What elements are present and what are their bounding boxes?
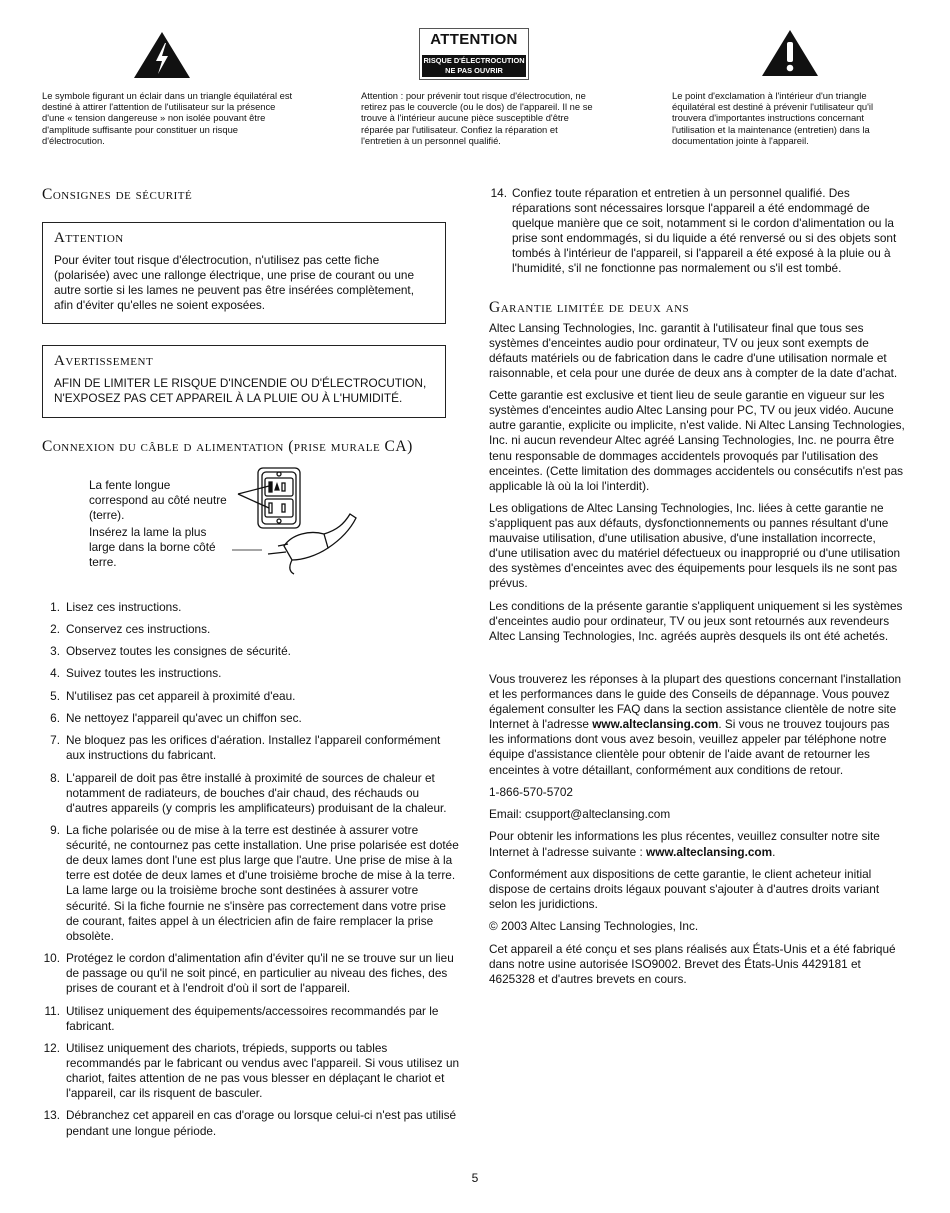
lightning-warning (42, 28, 294, 146)
lightning-triangle-icon (42, 28, 294, 80)
list-item: 5. N'utilisez pas cet appareil à proximité d'eau. (50, 688, 296, 703)
instructions-list-continued (489, 186, 905, 277)
warranty-heading: Garantie limitée de deux ans (489, 298, 690, 316)
warranty-paragraph: Altec Lansing Technologies, Inc. garantit à l'utilisateur final que tous ses systèmes d'enceintes audio pour ordinateur, TV ou jeux sont exempts de défauts matériels ou de fabrication dans le cadre d'une utilisation normale et raisonnable, et cela pour une durée de deux ans à compter de la date d'achat. (489, 320, 898, 380)
list-item: 1. Lisez ces instructions. (50, 599, 182, 614)
right-column (489, 186, 905, 994)
list-item: 13. Débranchez cet appareil en cas d'orage ou lorsque celui-ci n'est pas utilisé pendant une longue période. (43, 1108, 457, 1138)
safety-heading: Consignes de sécurité (42, 186, 193, 203)
exclamation-triangle-icon (672, 28, 892, 80)
avertissement-box-text: AFIN DE LIMITER LE RISQUE D'INCENDIE OU D'ÉLECTROCUTION, N'EXPOSEZ PAS CET APPAREIL À LA PLUIE OU À L'HUMIDITÉ. (54, 376, 427, 406)
plug-label-ground: Insérez la lame la plus large dans la borne côté terre. (89, 524, 216, 569)
list-item: 4. Suivez toutes les instructions. (50, 666, 222, 681)
list-item: 3. Observez toutes les consignes de sécurité. (50, 644, 291, 659)
manufacturing-paragraph: Cet appareil a été conçu et ses plans réalisés aux États-Unis et a été fabriqué dans notre usine autorisée ISO9002. Brevet des États-Unis 4429181 et 4625328 et d'autres brevets en cours. (489, 941, 896, 986)
exclamation-warning (672, 28, 892, 146)
list-item: 9. La fiche polarisée ou de mise à la terre est destinée à assurer votre sécurité, ne contournez pas cette installation. Une prise polarisée est dotée de deux lames dont l'une est plus large que l'autre. Une prise de mise à la terre est dotée de deux lames et d'une troisième broche de mise à la terre. La lame large ou la troisième broche sont destinées à assurer votre sécurité. Si la fiche fournie ne s'insère pas correctement dans votre prise de courant, faites appel à un électricien afin de faire remplacer la prise obsolète. (50, 823, 459, 943)
attention-warning (361, 28, 597, 146)
list-item: 14. Confiez toute réparation et entretien à un personnel qualifié. Des réparations sont nécessaires lorsque l'appareil a été endommagé de quelque manière que ce soit, notamment si le cordon d'alimentation ou la prise sont endommagés, si du liquide a été renversé ou si des objets sont tombés à l'intérieur de l'appareil, si l'appareil a été exposé à la pluie ou à l'humidité, s'il ne fonctionne pas normalement ou s'il est tombé. (490, 186, 897, 276)
attention-label-title: ATTENTION (430, 31, 518, 48)
exclamation-warning-text: Le point d'exclamation à l'intérieur d'un triangle équilatéral est destiné à prévenir l'utilisateur qu'il trouvera d'importantes instructions concernant l'utilisation et la maintenance (entretien) dans la documentation jointe à l'appareil. (672, 90, 874, 146)
list-item: 11. Utilisez uniquement des équipements/accessoires recommandés par le fabricant. (44, 1003, 439, 1033)
instructions-list (42, 600, 462, 1139)
latest-info-paragraph: Pour obtenir les informations les plus récentes, veuillez consulter notre site Internet à l'adresse suivante : www.altec​lansing.com. (489, 829, 880, 859)
support-email[interactable]: Email: csupport@altec​lansing.com (489, 807, 671, 822)
cable-heading: Connexion du câble d alimentation (prise murale CA) (42, 437, 413, 455)
attention-box-title: Attention (54, 230, 124, 246)
warranty-paragraph: Les obligations de Altec Lansing Technologies, Inc. liées à cette garantie ne s'appliquent pas aux défauts, dysfonctionnements ou pannes résultant d'une mauvaise utilisation, d'une utilisation abusive, d'une installation incorrecte, d'une utilisation avec du matériel défectueux ou inapproprié ou d'une utilisation des systèmes d'enceintes avec des équipements pour lesquels ils ne sont pas prévus. (489, 500, 901, 591)
wall-outlet-plug-icon (232, 464, 372, 579)
page-number: 5 (471, 1171, 479, 1185)
attention-label-subtitle: RISQUE D'ÉLECTROCUTION NE PAS OUVRIR (423, 56, 525, 75)
support-phone: 1-866-570-5702 (489, 784, 573, 799)
attention-box-text: Pour éviter tout risque d'électrocution, n'utilisez pas cette fiche (polarisée) avec une rallonge électrique, une prise de courant ou une autre sortie si les lames ne peuvent pas être insérées complètement, afin d'éviter qu'elles ne soient exposées. (54, 253, 415, 313)
website-link[interactable]: www.altec​lansing.com (592, 717, 719, 732)
copyright: © 2003 Altec Lansing Technologies, Inc. (489, 919, 699, 934)
attention-box (42, 222, 446, 324)
lightning-warning-text: Le symbole figurant un éclair dans un triangle équilatéral est destiné à attirer l'attention de l'utilisateur sur la présence d'une « tension dangereuse » non isolée pouvant être d'amplitude suffisante pour constituer un risque d'électrocution. (42, 90, 293, 146)
list-item: 7. Ne bloquez pas les orifices d'aération. Installez l'appareil conformément aux instructions du fabricant. (50, 733, 441, 763)
plug-diagram (42, 464, 462, 588)
warranty-paragraph: Les conditions de la présente garantie s'appliquent uniquement si les systèmes d'enceintes audio pour ordinateur, TV ou jeux sont retournés aux revendeurs Altec Lansing Technologies, Inc. agréés auprès desquels ils ont été achetés. (489, 598, 903, 643)
avertissement-box (42, 345, 446, 417)
list-item: 2. Conservez ces instructions. (50, 621, 211, 636)
list-item: 10. Protégez le cordon d'alimentation afin d'éviter qu'il ne se trouve sur un lieu de passage ou qu'il ne soit pincé, en particulier au niveau des fiches, des prises de courant et à l'endroit d'où il sort de l'appareil. (43, 951, 454, 996)
attention-warning-text: Attention : pour prévenir tout risque d'électrocution, ne retirez pas le couvercle (ou le dos) de l'appareil. Il ne se trouve à l'intérieur aucune pièce susceptible d'être réparée par l'utilisateur. Confiez la réparation et l'entretien à un personnel qualifié. (361, 90, 593, 146)
list-item: 8. L'appareil de doit pas être installé à proximité de sources de chaleur et notamment de radiateurs, de bouches d'air chaud, des réchauds ou d'autres appareils (y compris les amplificateurs) produisant de la chaleur. (50, 770, 447, 815)
warranty-paragraph: Cette garantie est exclusive et tient lieu de seule garantie en vigueur sur les systèmes d'enceintes audio Altec Lansing pour PC, TV ou jeux vidéo. Aucune autre garantie, explicite ou implicite, n'est valide. Ni Altec Lansing Technologies, Inc. ni aucun revendeur Altec agréé Lansing Technologies, Inc. ne pourra être tenu responsable de dommages accidentels provoqués par l'utilisation des enceintes. (Cette limitation des dommages accidentels ou consécutifs n'est pas applicable là où la loi l'interdit). (489, 388, 905, 493)
attention-label (361, 28, 597, 80)
legal-rights-paragraph: Conformément aux dispositions de cette garantie, le client acheteur initial dispose de certains droits légaux pouvant s'ajouter à d'autres droits variant selon les juridictions. (489, 866, 880, 911)
plug-label-neutral: La fente longue correspond au côté neutre (terre). (89, 477, 227, 522)
website-link[interactable]: www.altec​lansing.com (646, 844, 773, 859)
list-item: 12. Utilisez uniquement des chariots, trépieds, supports ou tables recommandés par le fabricant ou vendus avec l'appareil. Si vous utilisez un chariot, faites attention de ne pas vous blesser en déplaçant le chariot et l'appareil, car ils risquent de basculer. (43, 1040, 460, 1101)
avertissement-box-title: Avertissement (54, 353, 154, 370)
list-item: 6. Ne nettoyez l'appareil qu'avec un chiffon sec. (50, 710, 302, 725)
left-column (42, 186, 462, 1146)
support-paragraph: Vous trouverez les réponses à la plupart des questions concernant l'installation et les performances dans le guide des Conseils de dépannage. Vous pouvez également consulter les FAQ dans la section assistance clientèle de notre site Internet à l'adresse www.altec​lansing.com. Si vous ne trouvez toujours pas les informations dont vous avez besoin, veuillez appeler par téléphone notre équipe d'assistance clientèle pour obtenir de l'aide avant de retourner les enceintes à votre détaillant, conformément aux conditions de retour. (489, 672, 902, 777)
